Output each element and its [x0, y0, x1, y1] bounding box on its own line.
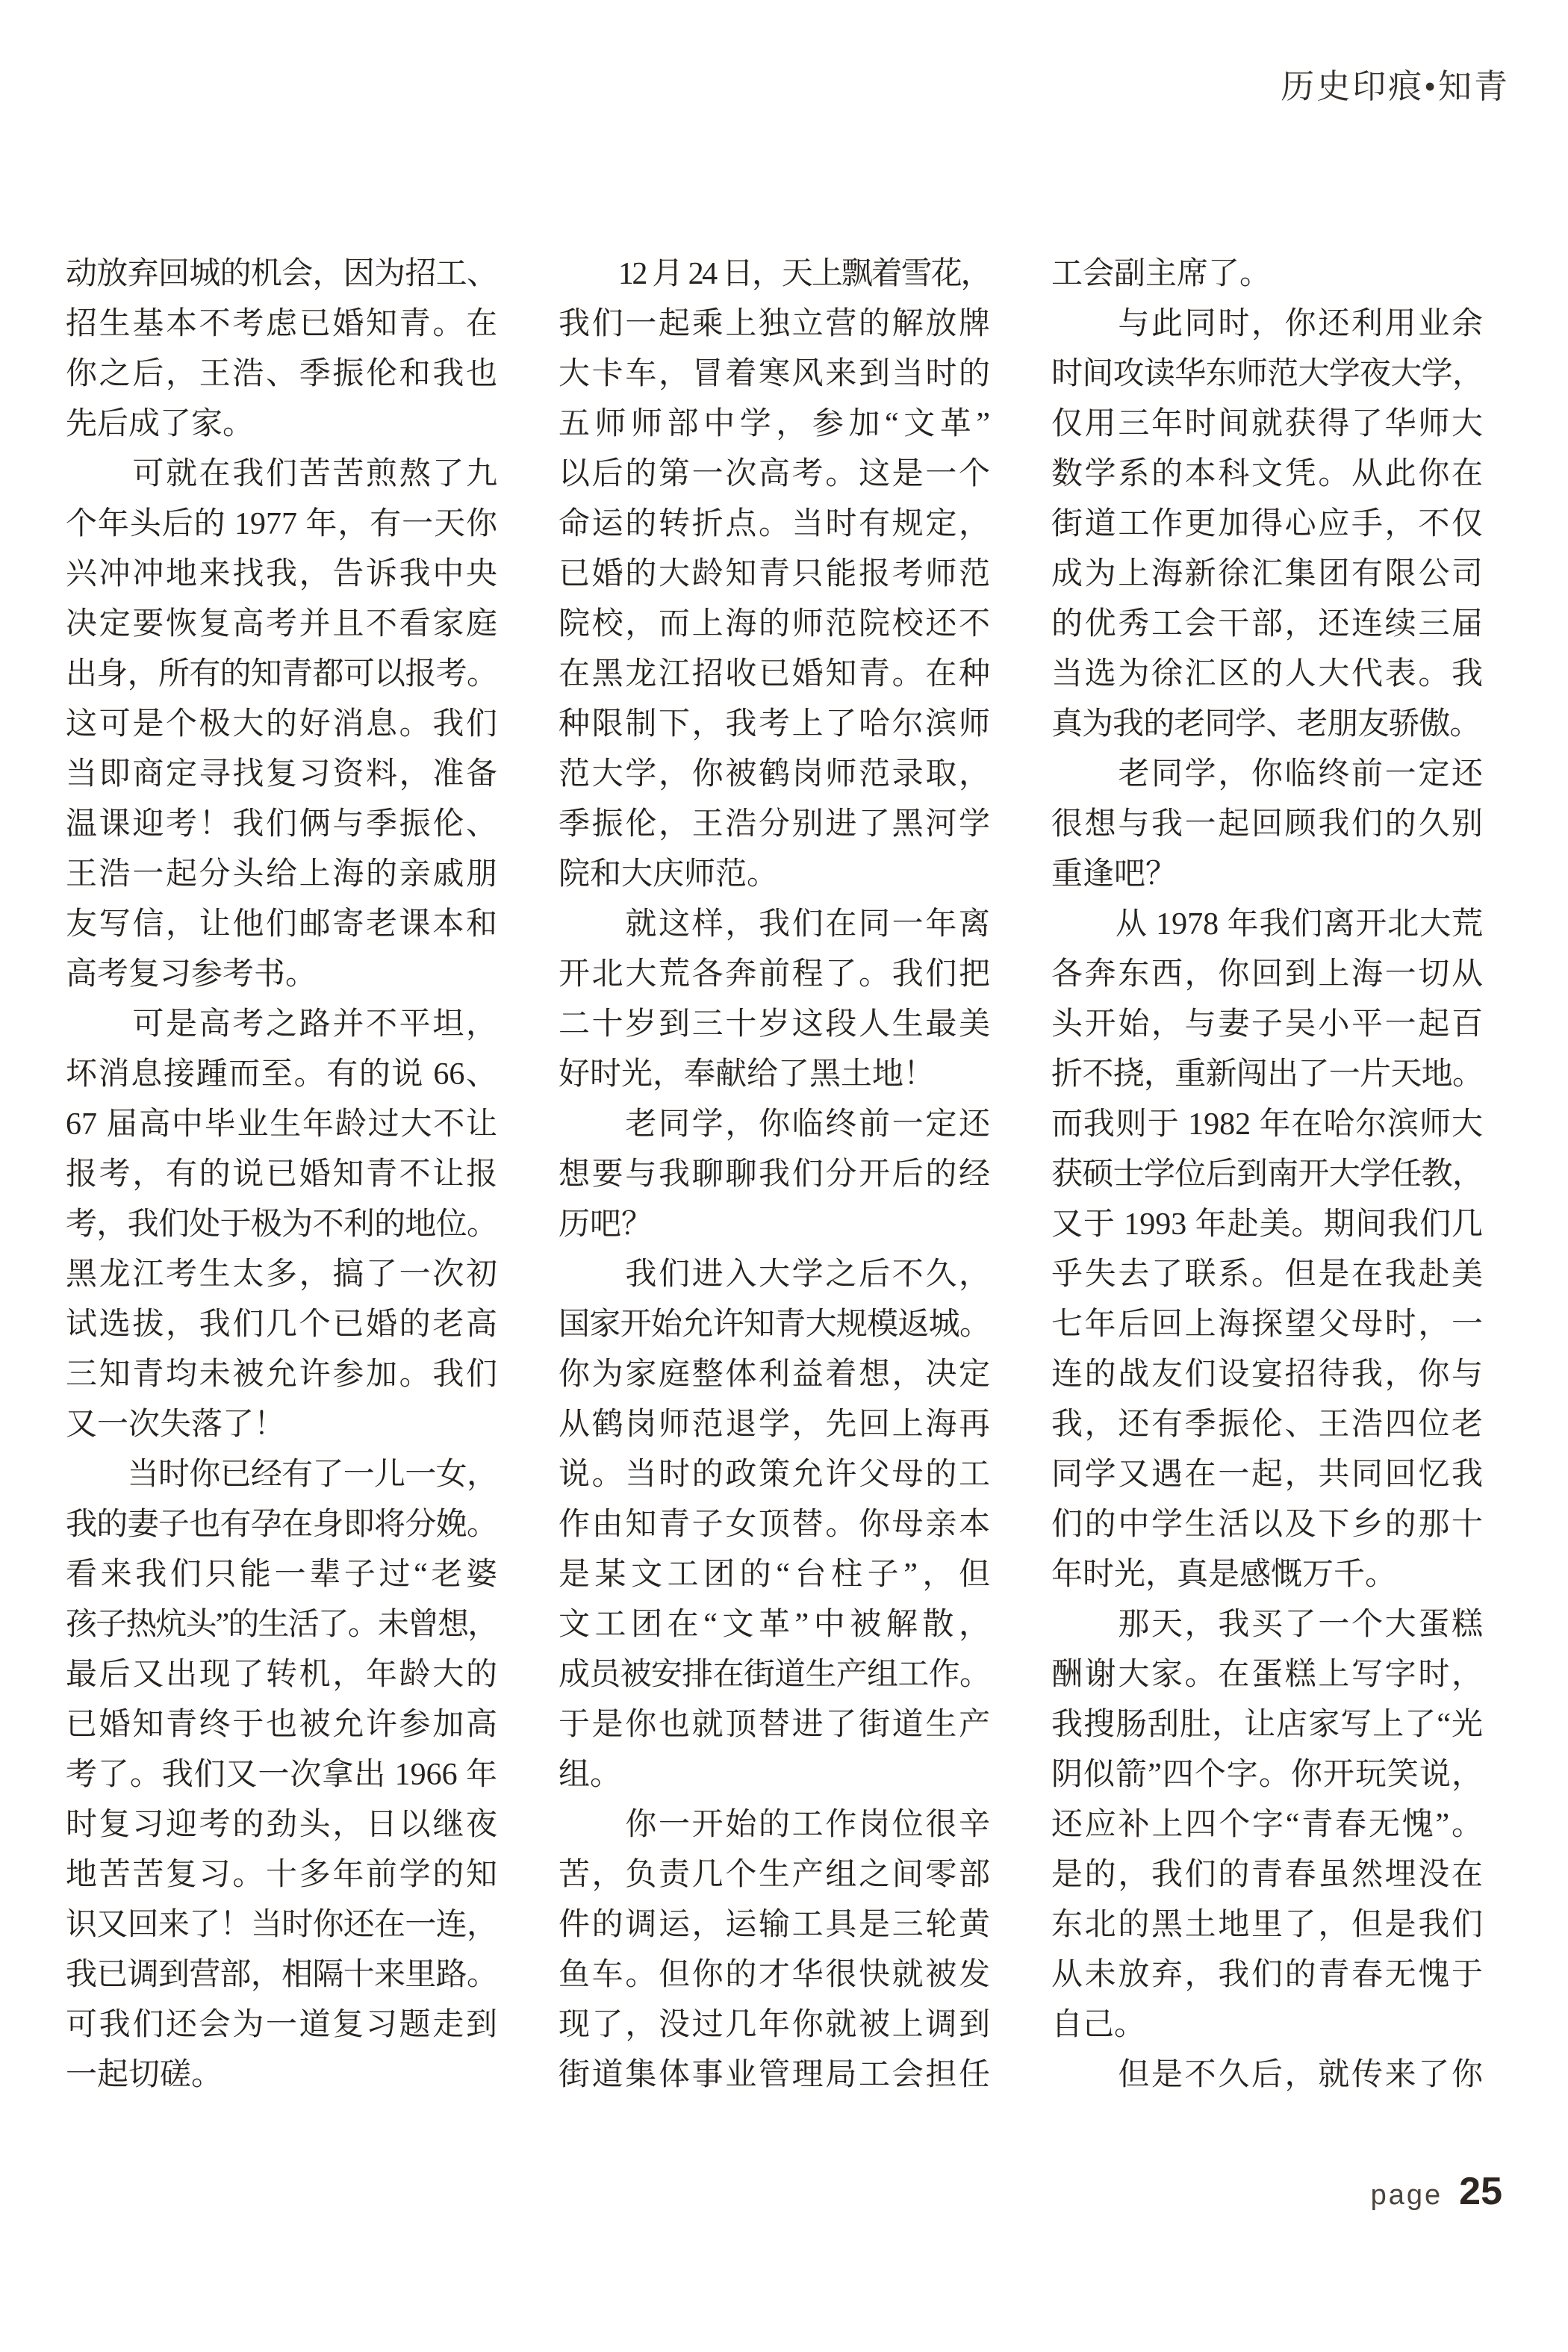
text-line: 大卡车，冒着寒风来到当时的: [559, 357, 990, 391]
text-line: 又于 1993 年赴美。期间我们几: [1051, 1207, 1483, 1242]
text-line: 是的，我们的青春虽然埋没在: [1051, 1858, 1483, 1892]
text-line: 老同学，你临终前一定还: [1051, 757, 1483, 791]
text-line: 真为我的老同学、老朋友骄傲。: [1051, 707, 1481, 741]
section-header-title: 历史印痕•知青: [1281, 68, 1510, 105]
text-line: 阴似箭”四个字。你开玩笑说，: [1051, 1758, 1483, 1792]
text-line: 可我们还会为一道复习题走到: [66, 2008, 497, 2042]
text-line: 坏消息接踵而至。有的说 66、: [66, 1057, 497, 1092]
text-line: 很想与我一起回顾我们的久别: [1051, 807, 1483, 841]
text-line: 看来我们只能一辈子过“老婆: [66, 1558, 497, 1592]
text-line: 国家开始允许知青大规模返城。: [559, 1307, 990, 1342]
text-line: 同学又遇在一起，共同回忆我: [1051, 1457, 1483, 1492]
text-line: 这可是个极大的好消息。我们: [66, 707, 497, 741]
text-line: 考了。我们又一次拿出 1966 年: [66, 1758, 497, 1792]
text-line: 工会副主席了。: [1051, 257, 1272, 291]
text-line: 范大学，你被鹤岗师范录取，: [559, 757, 990, 791]
text-line: 作由知青子女顶替。你母亲本: [559, 1508, 990, 1542]
text-line: 我，还有季振伦、王浩四位老: [1051, 1407, 1483, 1442]
text-line: 年时光，真是感慨万千。: [1051, 1558, 1397, 1592]
text-column-3: [1051, 249, 1483, 2100]
text-line: 五师师部中学，参加“文革”: [559, 407, 990, 441]
text-line: 二十岁到三十岁这段人生最美: [559, 1007, 990, 1042]
text-line: 考，我们处于极为不利的地位。: [66, 1207, 497, 1242]
text-line: 院校，而上海的师范院校还不: [559, 607, 990, 641]
text-line: 先后成了家。: [66, 407, 255, 441]
text-line: 好时光，奉献给了黑土地！: [559, 1057, 936, 1092]
text-line: 时间攻读华东师范大学夜大学，: [1051, 357, 1483, 391]
text-line: 可是高考之路并不平坦，: [66, 1007, 497, 1042]
text-line: 决定要恢复高考并且不看家庭: [66, 607, 497, 641]
text-line: 季振伦，王浩分别进了黑河学: [559, 807, 990, 841]
text-line: 地苦苦复习。十多年前学的知: [66, 1858, 497, 1892]
text-line: 时复习迎考的劲头，日以继夜: [66, 1808, 497, 1842]
text-line: 从未放弃，我们的青春无愧于: [1051, 1958, 1483, 1992]
text-line: 那天，我买了一个大蛋糕: [1051, 1608, 1483, 1642]
article-body: [66, 249, 1483, 2100]
text-line: 而我则于 1982 年在哈尔滨师大: [1051, 1107, 1483, 1142]
text-line: 七年后回上海探望父母时，一: [1051, 1307, 1483, 1342]
text-line: 现了，没过几年你就被上调到: [559, 2008, 990, 2042]
text-line: 最后又出现了转机，年龄大的: [66, 1658, 497, 1692]
text-line: 想要与我聊聊我们分开后的经: [559, 1157, 990, 1192]
text-line: 你一开始的工作岗位很辛: [559, 1808, 990, 1842]
text-line: 友写信，让他们邮寄老课本和: [66, 907, 497, 942]
text-line: 12 月 24 日，天上飘着雪花，: [559, 257, 990, 291]
text-line: 67 届高中毕业生年龄过大不让: [66, 1107, 497, 1142]
text-line: 但是不久后，就传来了你: [1051, 2058, 1483, 2092]
text-line: 可就在我们苦苦煎熬了九: [66, 457, 497, 491]
text-line: 动放弃回城的机会，因为招工、: [66, 257, 497, 291]
text-line: 鱼车。但你的才华很快就被发: [559, 1958, 990, 1992]
text-line: 获硕士学位后到南开大学任教，: [1051, 1157, 1483, 1192]
text-line: 当选为徐汇区的人大代表。我: [1051, 657, 1483, 691]
text-line: 个年头后的 1977 年，有一天你: [66, 507, 497, 541]
text-line: 我们进入大学之后不久，: [559, 1257, 990, 1292]
text-column-2: [559, 249, 990, 2100]
text-line: 说。当时的政策允许父母的工: [559, 1457, 990, 1492]
text-line: 历吧？: [559, 1207, 653, 1242]
text-line: 件的调运，运输工具是三轮黄: [559, 1908, 990, 1942]
text-line: 孩子热炕头”的生活了。未曾想，: [66, 1608, 497, 1642]
text-line: 组。: [559, 1758, 622, 1792]
text-line: 重逢吧？: [1051, 857, 1177, 892]
text-line: 温课迎考！我们俩与季振伦、: [66, 807, 497, 841]
text-line: 苦，负责几个生产组之间零部: [559, 1858, 990, 1892]
text-line: 酬谢大家。在蛋糕上写字时，: [1051, 1658, 1483, 1692]
text-line: 识又回来了！当时你还在一连，: [66, 1908, 497, 1942]
text-line: 又一次失落了！: [66, 1407, 286, 1442]
text-line: 三知青均未被允许参加。我们: [66, 1357, 497, 1392]
text-line: 于是你也就顶替进了街道生产: [559, 1708, 990, 1742]
text-line: 们的中学生活以及下乡的那十: [1051, 1508, 1483, 1542]
text-line: 我们一起乘上独立营的解放牌: [559, 307, 990, 341]
text-line: 你为家庭整体利益着想，决定: [559, 1357, 990, 1392]
text-line: 的优秀工会干部，还连续三届: [1051, 607, 1483, 641]
page-label: page: [1370, 2180, 1443, 2211]
text-column-1: [66, 249, 497, 2100]
text-line: 就这样，我们在同一年离: [559, 907, 990, 942]
text-line: 从鹤岗师范退学，先回上海再: [559, 1407, 990, 1442]
text-line: 各奔东西，你回到上海一切从: [1051, 957, 1483, 992]
text-line: 成为上海新徐汇集团有限公司: [1051, 557, 1483, 591]
text-line: 街道集体事业管理局工会担任: [559, 2058, 990, 2092]
text-line: 文工团在“文革”中被解散，: [559, 1608, 990, 1642]
text-line: 报考，有的说已婚知青不让报: [66, 1157, 497, 1192]
text-line: 命运的转折点。当时有规定，: [559, 507, 990, 541]
text-line: 院和大庆师范。: [559, 857, 779, 892]
text-line: 老同学，你临终前一定还: [559, 1107, 990, 1142]
text-line: 当时你已经有了一儿一女，: [66, 1457, 497, 1492]
text-line: 我已调到营部，相隔十来里路。: [66, 1958, 497, 1992]
text-line: 已婚的大龄知青只能报考师范: [559, 557, 990, 591]
text-line: 乎失去了联系。但是在我赴美: [1051, 1257, 1483, 1292]
text-line: 已婚知青终于也被允许参加高: [66, 1708, 497, 1742]
text-line: 以后的第一次高考。这是一个: [559, 457, 990, 491]
text-line: 从 1978 年我们离开北大荒: [1051, 907, 1483, 942]
text-line: 我搜肠刮肚，让店家写上了“光: [1051, 1708, 1483, 1742]
text-line: 招生基本不考虑已婚知青。在: [66, 307, 497, 341]
text-line: 数学系的本科文凭。从此你在: [1051, 457, 1483, 491]
text-line: 连的战友们设宴招待我，你与: [1051, 1357, 1483, 1392]
page-footer: [1371, 2169, 1502, 2214]
text-line: 王浩一起分头给上海的亲戚朋: [66, 857, 497, 892]
text-line: 高考复习参考书。: [66, 957, 317, 992]
text-line: 开北大荒各奔前程了。我们把: [559, 957, 990, 992]
text-line: 折不挠，重新闯出了一片天地。: [1051, 1057, 1483, 1092]
text-line: 你之后，王浩、季振伦和我也: [66, 357, 497, 391]
text-line: 与此同时，你还利用业余: [1051, 307, 1483, 341]
text-line: 仅用三年时间就获得了华师大: [1051, 407, 1483, 441]
text-line: 自己。: [1051, 2008, 1146, 2042]
text-line: 还应补上四个字“青春无愧”。: [1051, 1808, 1483, 1842]
text-line: 是某文工团的“台柱子”，但: [559, 1558, 990, 1592]
page-number: 25: [1459, 2170, 1502, 2213]
text-line: 当即商定寻找复习资料，准备: [66, 757, 497, 791]
text-line: 街道工作更加得心应手，不仅: [1051, 507, 1483, 541]
text-line: 成员被安排在街道生产组工作。: [559, 1658, 990, 1692]
text-line: 种限制下，我考上了哈尔滨师: [559, 707, 990, 741]
text-line: 兴冲冲地来找我，告诉我中央: [66, 557, 497, 591]
text-line: 出身，所有的知青都可以报考。: [66, 657, 497, 691]
text-line: 在黑龙江招收已婚知青。在种: [559, 657, 990, 691]
text-line: 一起切磋。: [66, 2058, 223, 2092]
text-line: 试选拔，我们几个已婚的老高: [66, 1307, 497, 1342]
text-line: 我的妻子也有孕在身即将分娩。: [66, 1508, 497, 1542]
text-line: 黑龙江考生太多，搞了一次初: [66, 1257, 497, 1292]
text-line: 东北的黑土地里了，但是我们: [1051, 1908, 1483, 1942]
text-line: 头开始，与妻子吴小平一起百: [1051, 1007, 1483, 1042]
